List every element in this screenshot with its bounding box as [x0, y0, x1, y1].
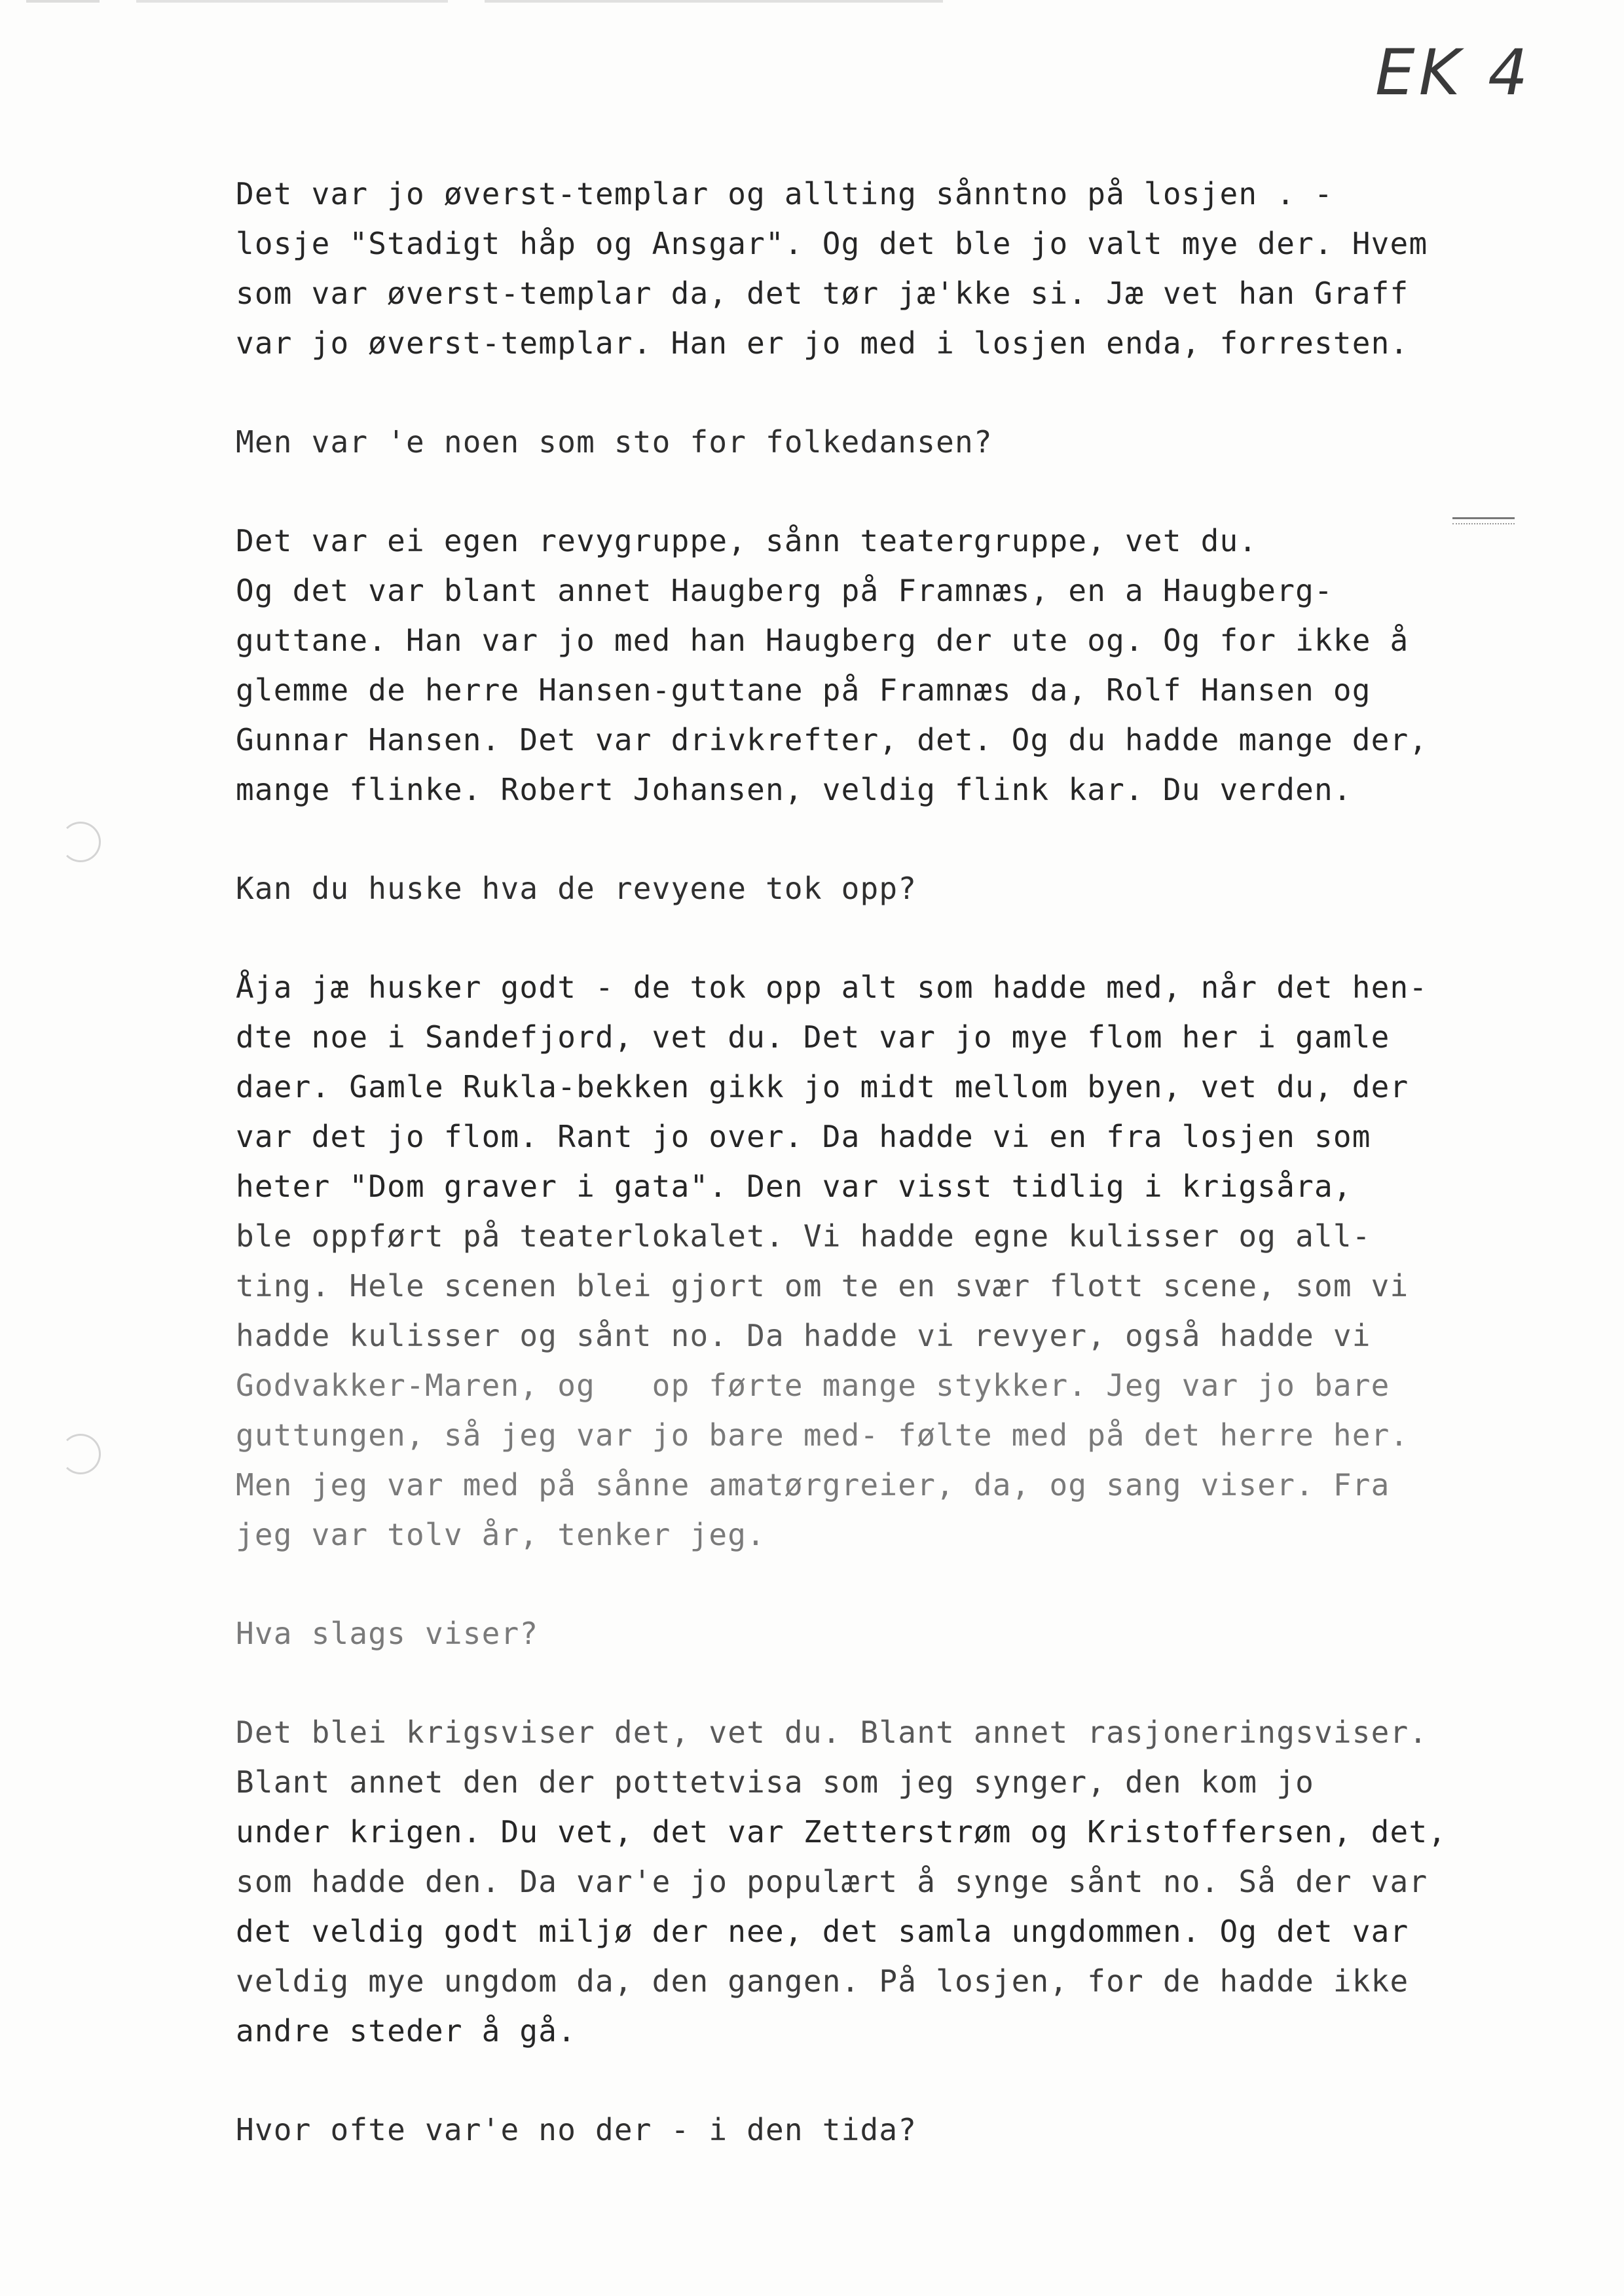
text-line: var det jo flom. Rant jo over. Da hadde vi en fra losjen som	[236, 1119, 1371, 1154]
text-line: Kan du huske hva de revyene tok opp?	[236, 871, 917, 906]
text-line: Gunnar Hansen. Det var drivkrefter, det. Og du hadde mange der,	[236, 722, 1428, 757]
text-line: andre steder å gå.	[236, 2013, 577, 2049]
text-line: som hadde den. Da var'e jo populært å synge sånt no. Så der var	[236, 1864, 1428, 1899]
interviewee-answer	[236, 962, 1513, 1559]
interviewer-question	[236, 417, 1513, 467]
text-line: Det var jo øverst-templar og allting sånntno på losjen . -	[236, 176, 1333, 211]
paragraph-gap	[236, 2056, 1513, 2105]
text-line: ting. Hele scenen blei gjort om te en svær flott scene, som vi	[236, 1268, 1409, 1303]
text-line: Det var ei egen revygruppe, sånn teatergruppe, vet du.	[236, 523, 1258, 558]
text-line: Godvakker-Maren, og op førte mange stykker. Jeg var jo bare	[236, 1368, 1390, 1403]
text-line: under krigen. Du vet, det var Zetterstrøm og Kristoffersen, det,	[236, 1814, 1447, 1850]
text-line: glemme de herre Hansen-guttane på Framnæs da, Rolf Hansen og	[236, 672, 1371, 708]
paragraph-gap	[236, 913, 1513, 962]
top-edge-rule	[26, 0, 943, 3]
text-line: jeg var tolv år, tenker jeg.	[236, 1517, 766, 1552]
handwritten-page-mark: EK 4	[1375, 36, 1532, 109]
text-line: Hvor ofte var'e no der - i den tida?	[236, 2112, 917, 2147]
interviewer-question	[236, 864, 1513, 913]
text-line: Men var 'e noen som sto for folkedansen?	[236, 424, 993, 460]
text-line: Men jeg var med på sånne amatørgreier, da, og sang viser. Fra	[236, 1467, 1390, 1503]
interviewee-answer	[236, 169, 1513, 368]
text-line: Blant annet den der pottetvisa som jeg synger, den kom jo	[236, 1764, 1314, 1800]
text-line: heter "Dom graver i gata". Den var visst tidlig i krigsåra,	[236, 1169, 1352, 1204]
text-line: det veldig godt miljø der nee, det samla ungdommen. Og det var	[236, 1914, 1409, 1949]
punch-hole-upper	[60, 822, 101, 862]
text-line: losje "Stadigt håp og Ansgar". Og det ble jo valt mye der. Hvem	[236, 226, 1428, 261]
text-line: veldig mye ungdom da, den gangen. På losjen, for de hadde ikke	[236, 1963, 1409, 1999]
text-line: daer. Gamle Rukla-bekken gikk jo midt mellom byen, vet du, der	[236, 1069, 1409, 1104]
paragraph-gap	[236, 1559, 1513, 1609]
interview-transcript	[236, 169, 1513, 2155]
text-line: Det blei krigsviser det, vet du. Blant annet rasjoneringsviser.	[236, 1715, 1428, 1750]
punch-hole-lower	[60, 1434, 101, 1474]
paragraph-gap	[236, 1658, 1513, 1707]
interviewer-question	[236, 2105, 1513, 2155]
text-line: som var øverst-templar da, det tør jæ'kke si. Jæ vet han Graff	[236, 276, 1409, 311]
text-line: hadde kulisser og sånt no. Da hadde vi revyer, også hadde vi	[236, 1318, 1371, 1353]
text-line: guttane. Han var jo med han Haugberg der ute og. Og for ikke å	[236, 623, 1409, 658]
text-line: guttungen, så jeg var jo bare med- følte med på det herre her.	[236, 1417, 1409, 1453]
text-line: mange flinke. Robert Johansen, veldig flink kar. Du verden.	[236, 772, 1352, 807]
text-line: ble oppført på teaterlokalet. Vi hadde egne kulisser og all-	[236, 1218, 1371, 1254]
text-line: dte noe i Sandefjord, vet du. Det var jo mye flom her i gamle	[236, 1019, 1390, 1055]
text-line: Åja jæ husker godt - de tok opp alt som hadde med, når det hen-	[236, 970, 1428, 1005]
interviewee-answer	[236, 516, 1513, 814]
interviewee-answer	[236, 1707, 1513, 2056]
paragraph-gap	[236, 467, 1513, 516]
paragraph-gap	[236, 814, 1513, 864]
interviewer-question	[236, 1609, 1513, 1658]
text-line: Og det var blant annet Haugberg på Framnæs, en a Haugberg-	[236, 573, 1333, 608]
text-line: Hva slags viser?	[236, 1616, 539, 1651]
paragraph-gap	[236, 368, 1513, 417]
text-line: var jo øverst-templar. Han er jo med i losjen enda, forresten.	[236, 325, 1409, 361]
